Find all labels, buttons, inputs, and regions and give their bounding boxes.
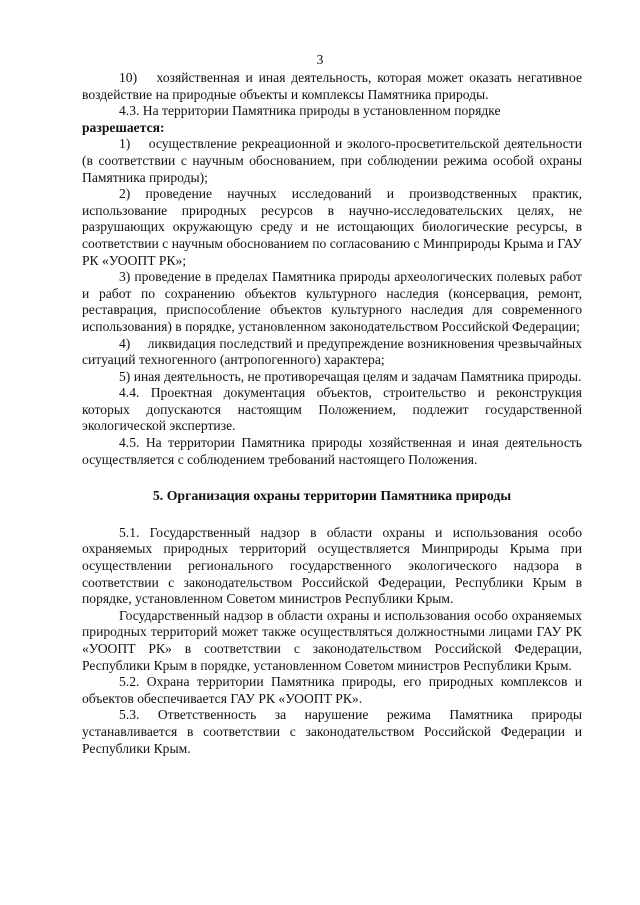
paragraph-4-3-allowed-label: разрешается: — [82, 119, 165, 135]
paragraph-item-5: 5) иная деятельность, не противоречащая целям и задачам Памятника природы. — [119, 368, 582, 384]
page-number: 3 — [316, 52, 324, 67]
paragraph-5-3: 5.3. Ответственность за нарушение режима Памятника природы устанавливается в соответствии с законодательством Российской Федерации и Республики Крым. — [82, 707, 582, 756]
paragraph-item-3: 3) проведение в пределах Памятника природы археологических полевых работ и работ по сохранению объектов культурного наследия (консервация, ремонт, реставрация, приспособление объектов культурного наследия для современного использования) в порядке, установленном законодательством Российской Федерации; — [82, 269, 582, 334]
section-heading: 5. Организация охраны территории Памятника природы — [152, 488, 512, 504]
paragraph-4-3: 4.3. На территории Памятника природы в установленном порядке — [119, 103, 501, 119]
paragraph-5-1-supervision: Государственный надзор в области охраны и использования особо охраняемых природных территорий может также осуществляться должностными лицами ГАУ РК «УООПТ РК» в соответствии с законодательством Российской Федерации, Республики Крым в порядке, установленном Советом министров Республики Крым. — [82, 607, 582, 673]
paragraph-item-2: 2) проведение научных исследований и производственных практик, использование природных ресурсов в научно-исследовательских целях, не разрушающих окружающую среду и не истощающих биологические ресурсы, в соответствии с научным обоснованием по согласованию с Минприроды Крыма и ГАУ РК «УООПТ РК»; — [82, 186, 582, 268]
paragraph-item-10: 10) хозяйственная и иная деятельность, которая может оказать негативное воздействие на природные объекты и комплексы Памятника природы. — [82, 70, 582, 102]
document-body — [82, 70, 582, 757]
paragraph-item-1: 1) осуществление рекреационной и эколого-просветительской деятельности (в соответствии с научным обоснованием, при соблюдении режима особой охраны Памятника природы); — [82, 136, 582, 185]
paragraph-4-4: 4.4. Проектная документация объектов, строительство и реконструкция которых допускаются настоящим Положением, подлежит государственной экологической экспертизе. — [82, 385, 582, 434]
paragraph-item-4: 4) ликвидация последствий и предупреждение возникновения чрезвычайных ситуаций техногенного (антропогенного) характера; — [82, 335, 582, 368]
paragraph-4-5: 4.5. На территории Памятника природы хозяйственная и иная деятельность осуществляется с соблюдением требований настоящего Положения. — [82, 435, 582, 467]
paragraph-5-2: 5.2. Охрана территории Памятника природы, его природных комплексов и объектов обеспечивается ГАУ РК «УООПТ РК». — [82, 674, 582, 706]
paragraph-5-1: 5.1. Государственный надзор в области охраны и использования особо охраняемых природных территорий осуществляется Минприроды Крыма при осуществлении регионального государственного экологического надзора в соответствии с законодательством Российской Федерации, Республики Крым в порядке, установленном Советом министров Республики Крым. — [82, 524, 582, 607]
